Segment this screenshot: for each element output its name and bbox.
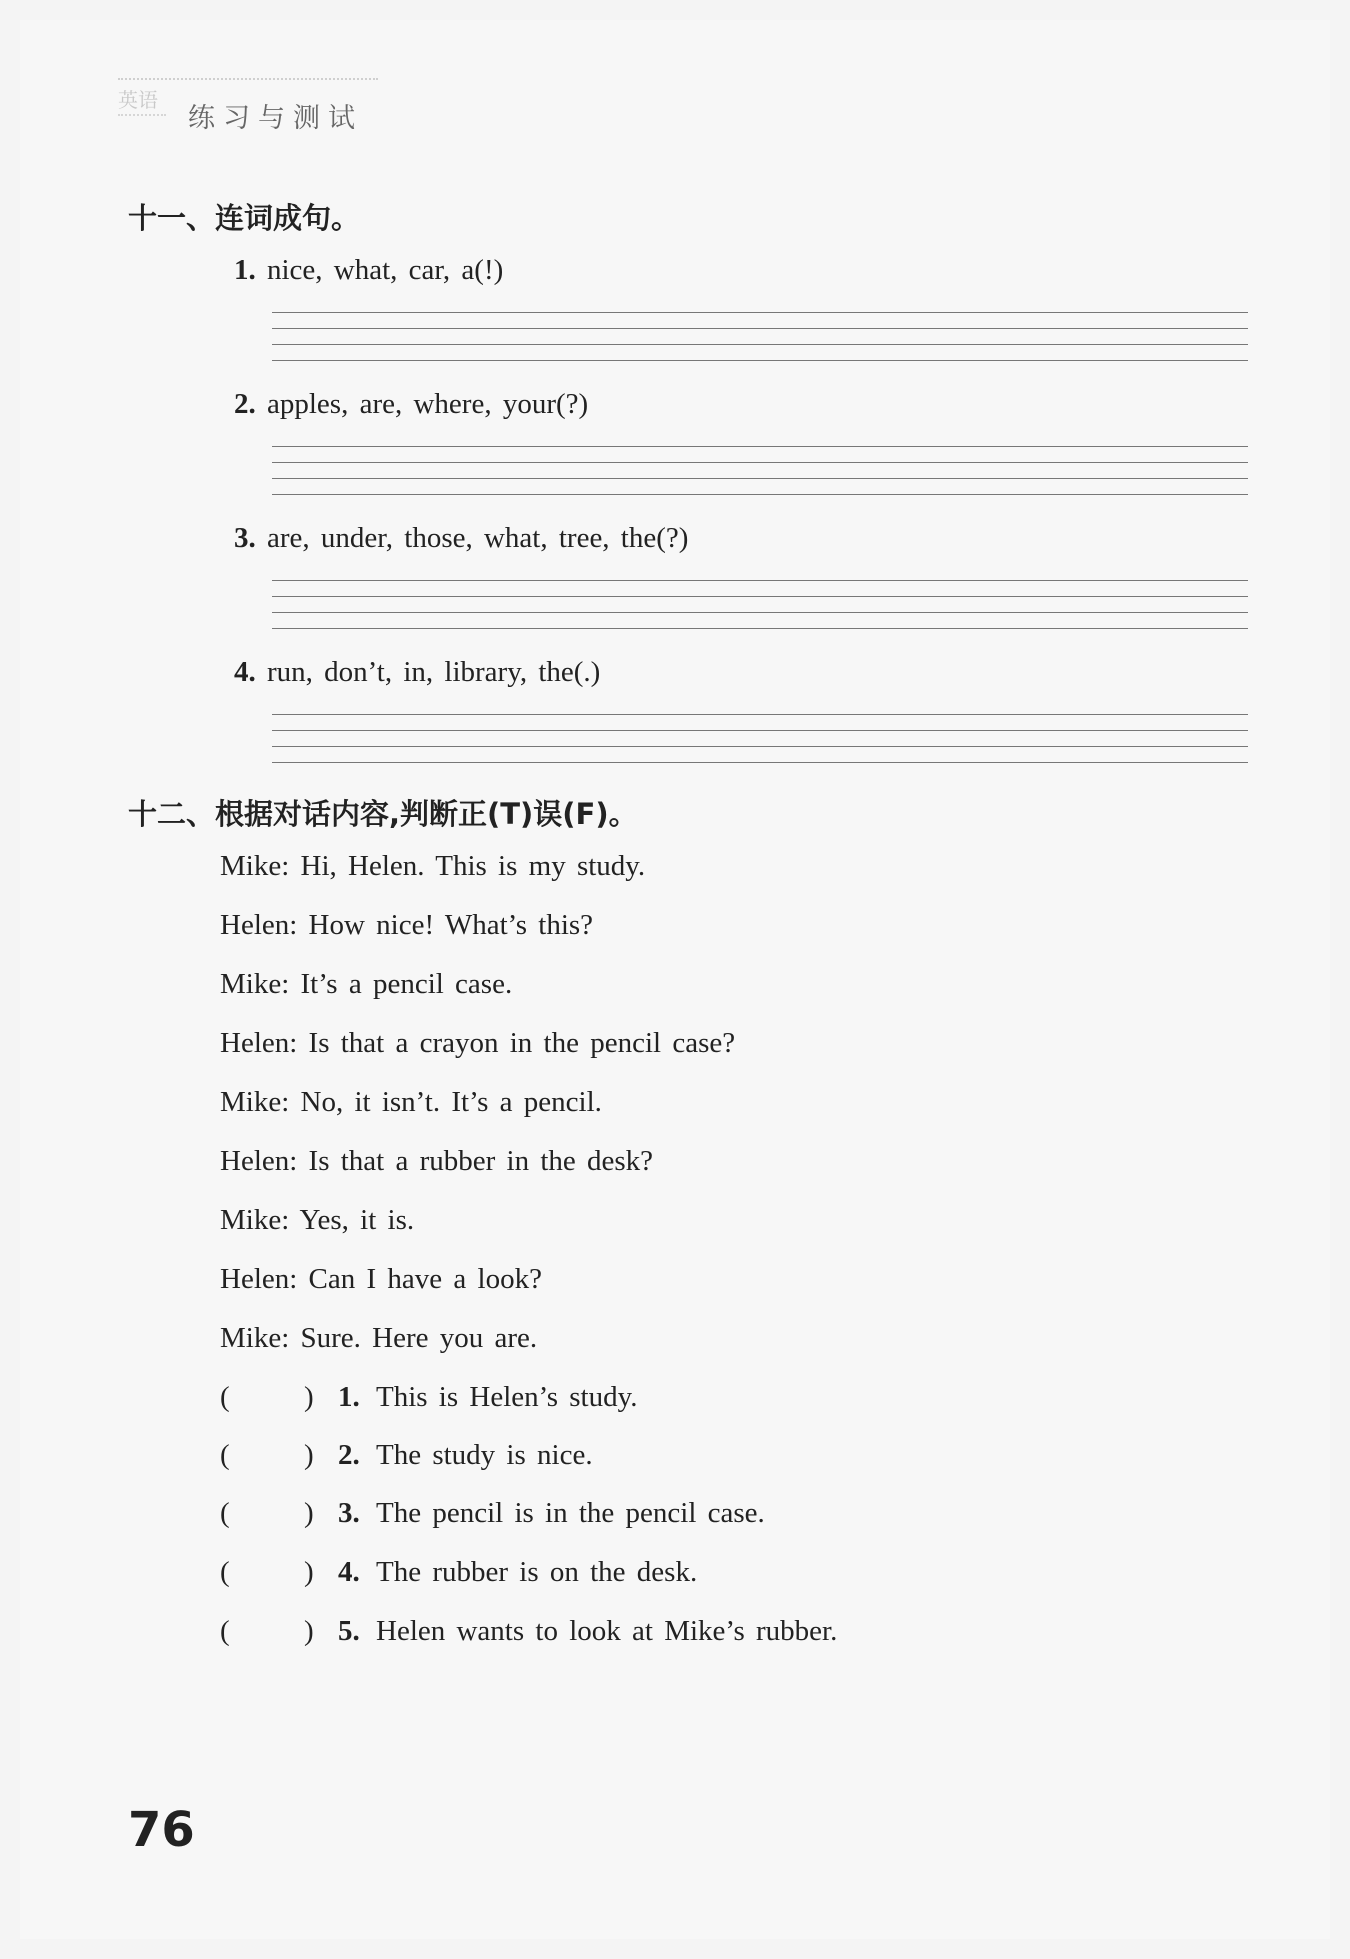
dialog-line: Mike: Sure. Here you are. — [220, 1322, 538, 1354]
header-title: 练习与测试 — [188, 103, 363, 134]
section-11-title: 十一、连词成句。 — [128, 201, 361, 235]
question-3-prompt — [234, 522, 688, 555]
answer-blank-close[interactable]: ) — [304, 1497, 314, 1529]
question-2-prompt — [234, 388, 588, 421]
header-dotted-rule-short — [118, 114, 166, 116]
item-number: 3. — [338, 1497, 360, 1529]
answer-blank-open[interactable]: ( — [220, 1615, 230, 1647]
answer-blank-close[interactable]: ) — [304, 1381, 314, 1413]
item-number: 2. — [338, 1439, 360, 1471]
header-dotted-rule — [118, 78, 378, 80]
dialog-line: Mike: Yes, it is. — [220, 1204, 415, 1236]
answer-blank-open[interactable]: ( — [220, 1439, 230, 1471]
item-number: 5. — [338, 1615, 360, 1647]
item-statement: Helen wants to look at Mike’s rubber. — [376, 1615, 838, 1647]
dialog-line: Helen: Is that a rubber in the desk? — [220, 1145, 654, 1177]
page-number: 76 — [128, 1802, 195, 1858]
question-words: are, under, those, what, tree, the(?) — [267, 522, 689, 554]
item-statement: The study is nice. — [376, 1439, 593, 1471]
item-statement: The pencil is in the pencil case. — [376, 1497, 765, 1529]
dialog-line: Mike: It’s a pencil case. — [220, 968, 513, 1000]
question-number: 3. — [234, 522, 256, 554]
question-words: run, don’t, in, library, the(.) — [267, 656, 601, 688]
answer-blank-open[interactable]: ( — [220, 1556, 230, 1588]
question-4-prompt — [234, 656, 600, 689]
section-12-title: 十二、根据对话内容,判断正(T)误(F)。 — [128, 797, 638, 831]
item-statement: This is Helen’s study. — [376, 1381, 638, 1413]
dialog-line: Mike: No, it isn’t. It’s a pencil. — [220, 1086, 602, 1118]
question-number: 4. — [234, 656, 256, 688]
question-number: 2. — [234, 388, 256, 420]
answer-blank-close[interactable]: ) — [304, 1615, 314, 1647]
dialog-line: Helen: Is that a crayon in the pencil case? — [220, 1027, 736, 1059]
header-subject: 英语 — [118, 88, 158, 112]
answer-blank-open[interactable]: ( — [220, 1381, 230, 1413]
answer-blank-close[interactable]: ) — [304, 1439, 314, 1471]
question-words: apples, are, where, your(?) — [267, 388, 589, 420]
workbook-page — [20, 20, 1330, 1939]
question-number: 1. — [234, 254, 256, 286]
answer-blank-open[interactable]: ( — [220, 1497, 230, 1529]
answer-blank-close[interactable]: ) — [304, 1556, 314, 1588]
item-statement: The rubber is on the desk. — [376, 1556, 698, 1588]
item-number: 4. — [338, 1556, 360, 1588]
question-words: nice, what, car, a(!) — [267, 254, 504, 286]
dialog-line: Helen: Can I have a look? — [220, 1263, 542, 1295]
dialog-line: Mike: Hi, Helen. This is my study. — [220, 850, 646, 882]
question-1-prompt — [234, 254, 503, 287]
item-number: 1. — [338, 1381, 360, 1413]
dialog-line: Helen: How nice! What’s this? — [220, 909, 594, 941]
